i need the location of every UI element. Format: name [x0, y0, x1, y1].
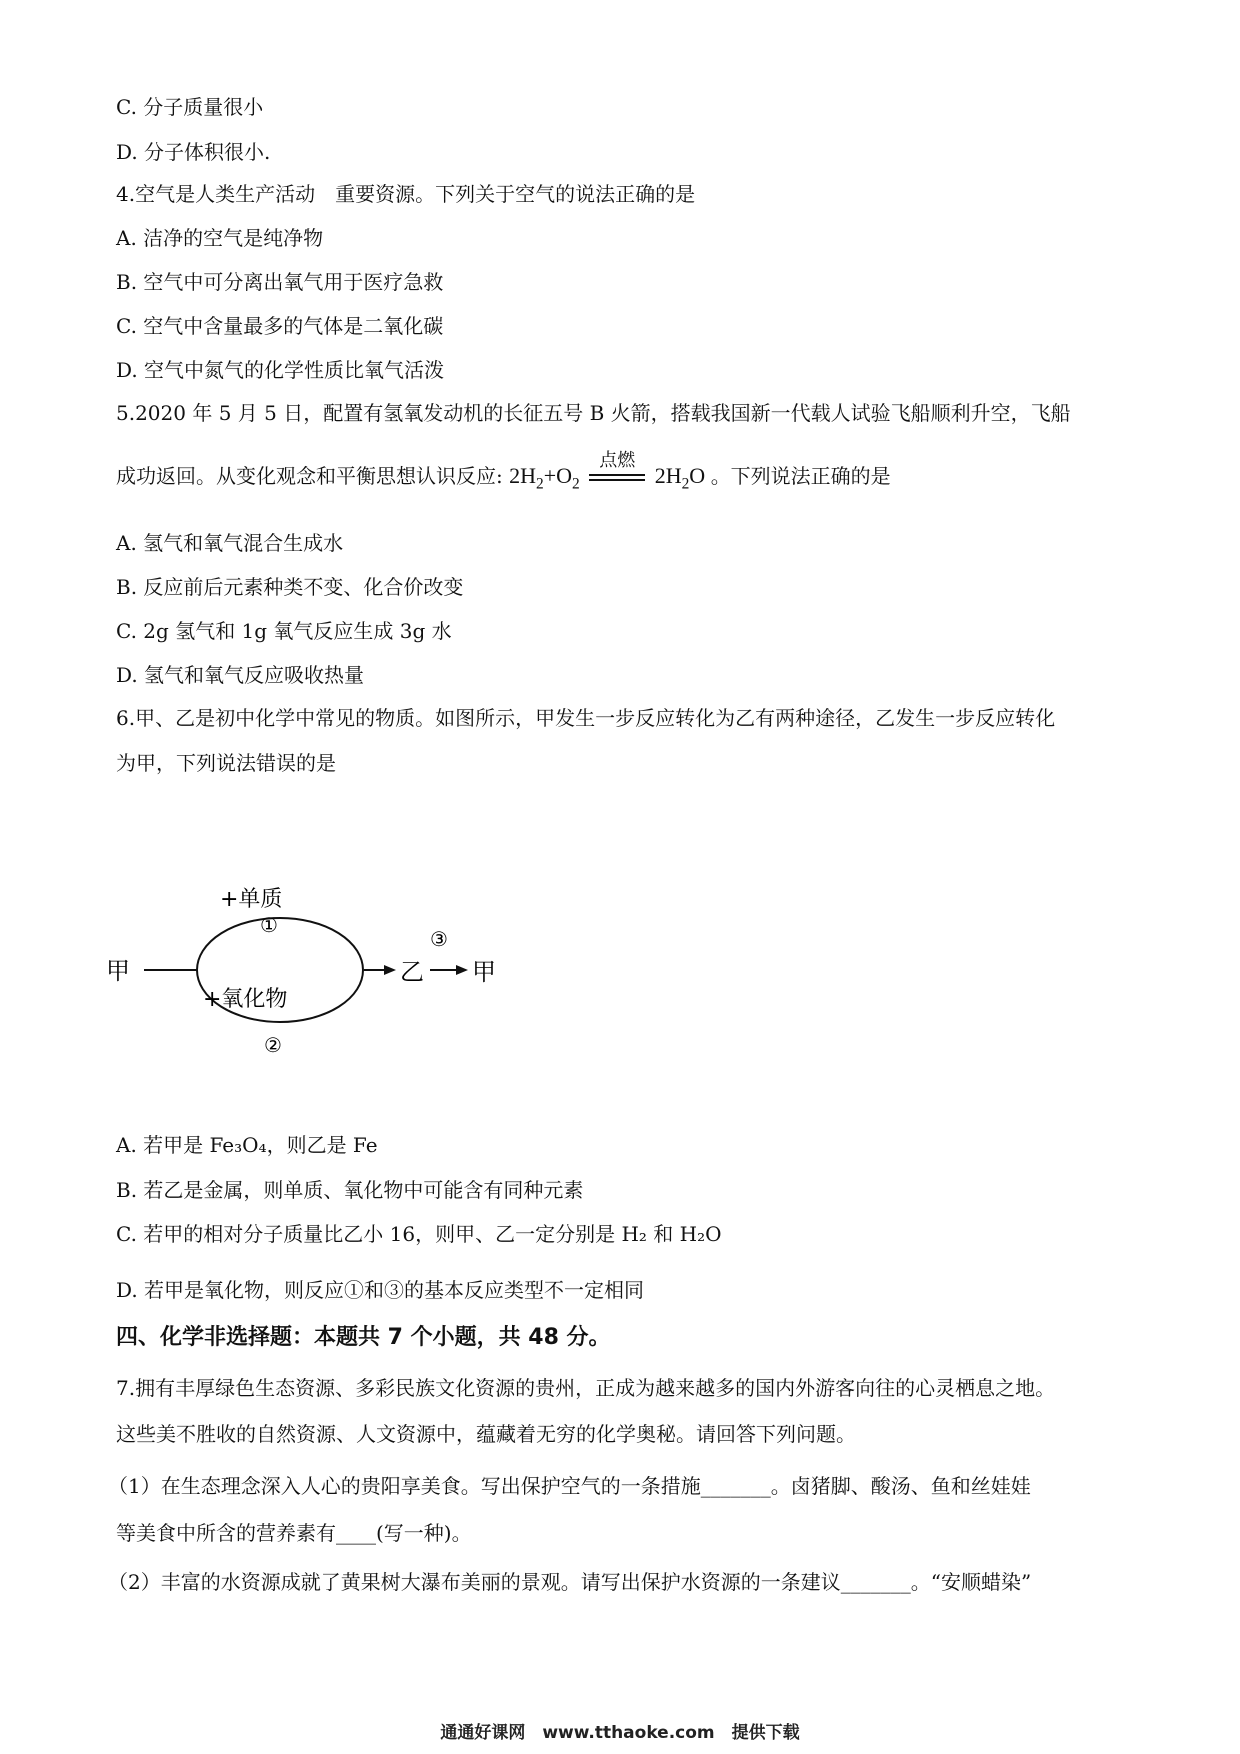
q6-conversion-diagram [100, 880, 520, 1060]
q4-option-d: D. 空气中氮气的化学性质比氧气活泼 [116, 358, 445, 382]
q5-stem-prefix: 成功返回。从变化观念和平衡思想认识反应: [116, 464, 510, 488]
q5-stem-line2 [116, 450, 891, 498]
q4-stem: 4.空气是人类生产活动 重要资源。下列关于空气的说法正确的是 [116, 182, 696, 206]
page-footer: 通通好课网 www.tthaoke.com 提供下载 [440, 1723, 800, 1743]
circle-two-label: ② [264, 1033, 282, 1057]
section-four-heading: 四、化学非选择题：本题共 7 个小题，共 48 分。 [116, 1325, 611, 1350]
circle-one-label: ① [260, 913, 278, 937]
arrow-head-icon [456, 965, 468, 975]
q7-stem-line2: 这些美不胜收的自然资源、人文资源中，蕴藏着无穷的化学奥秘。请回答下列问题。 [116, 1422, 856, 1446]
q5-option-b: B. 反应前后元素种类不变、化合价改变 [116, 575, 464, 599]
arrow-head-icon [384, 965, 396, 975]
q5-option-a: A. 氢气和氧气混合生成水 [116, 531, 344, 555]
q4-option-b: B. 空气中可分离出氧气用于医疗急救 [116, 270, 444, 294]
jia-right-label: 甲 [472, 958, 496, 986]
q6-option-c: C. 若甲的相对分子质量比乙小 16，则甲、乙一定分别是 H₂ 和 H₂O [116, 1222, 722, 1246]
q6-option-a: A. 若甲是 Fe₃O₄，则乙是 Fe [116, 1133, 378, 1157]
q6-option-b: B. 若乙是金属，则单质、氧化物中可能含有同种元素 [116, 1178, 584, 1202]
jia-left-label: 甲 [106, 957, 130, 985]
yi-label: 乙 [400, 958, 424, 986]
reaction-equation: $2H_2+O_2$ 点燃 $2H_2O$ [509, 463, 711, 488]
reaction-condition: 点燃 [599, 450, 636, 471]
q5-stem-line1: 5.2020 年 5 月 5 日，配置有氢氧发动机的长征五号 B 火箭，搭载我国新一代载人试验飞船顺利升空，飞船 [116, 401, 1071, 425]
q4-option-c: C. 空气中含量最多的气体是二氧化碳 [116, 314, 444, 338]
q7-stem-line1: 7.拥有丰厚绿色生态资源、多彩民族文化资源的贵州，正成为越来越多的国内外游客向往的心灵栖息之地。 [116, 1376, 1056, 1400]
q6-stem-line1: 6.甲、乙是初中化学中常见的物质。如图所示，甲发生一步反应转化为乙有两种途径，乙发生一步反应转化 [116, 706, 1056, 730]
q5-option-d: D. 氢气和氧气反应吸收热量 [116, 663, 365, 687]
bottom-pathway-label: +氧化物 [203, 987, 288, 1012]
q5-option-c: C. 2g 氢气和 1g 氧气反应生成 3g 水 [116, 619, 452, 643]
circle-three-label: ③ [430, 927, 448, 951]
q6-stem-line2: 为甲，下列说法错误的是 [116, 751, 336, 775]
q3-option-c: C. 分子质量很小 [116, 95, 264, 119]
q5-stem-suffix: 。下列说法正确的是 [710, 464, 891, 488]
q7-part1-line1: （1）在生态理念深入人心的贵阳享美食。写出保护空气的一条措施_______。卤猪脚、酸汤、鱼和丝娃娃 [108, 1474, 1031, 1498]
q3-option-d: D. 分子体积很小. [116, 140, 271, 164]
top-pathway-label: +单质 [220, 887, 283, 912]
double-line-icon [589, 474, 645, 481]
reaction-arrow [589, 450, 645, 481]
q7-part2-line1: （2）丰富的水资源成就了黄果树大瀑布美丽的景观。请写出保护水资源的一条建议_______。“安顺蜡染” [108, 1570, 1032, 1594]
q4-option-a: A. 洁净的空气是纯净物 [116, 226, 324, 250]
q7-part1-line2: 等美食中所含的营养素有____(写一种)。 [116, 1521, 472, 1545]
q6-option-d: D. 若甲是氧化物，则反应①和③的基本反应类型不一定相同 [116, 1278, 645, 1302]
